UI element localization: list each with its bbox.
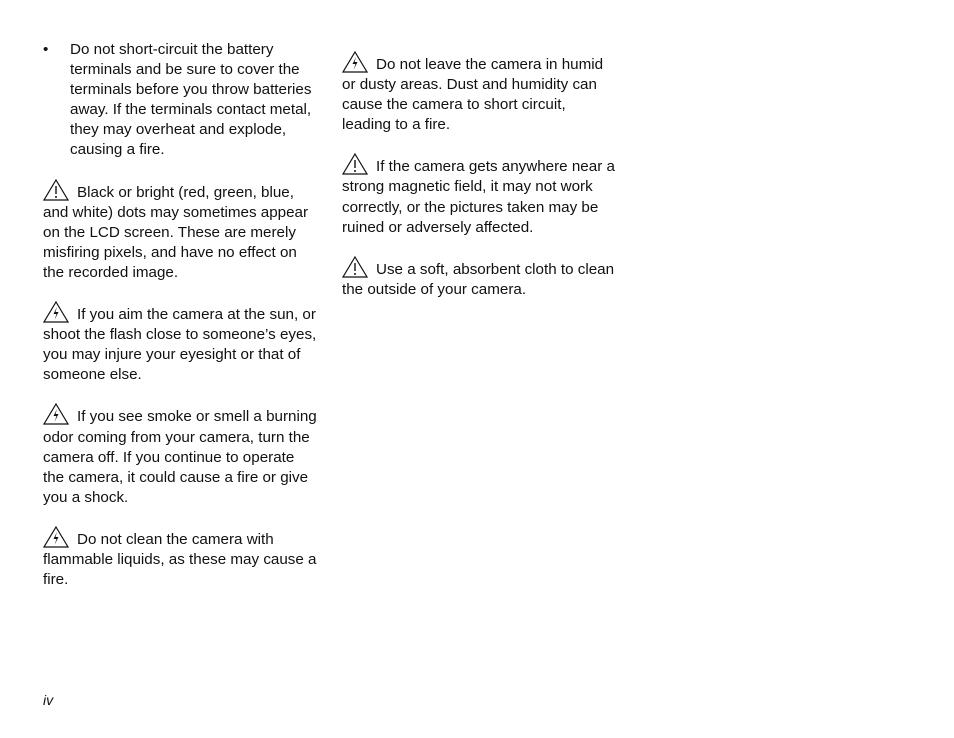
- warning-paragraph: [342, 153, 617, 237]
- page-number: iv: [43, 692, 54, 708]
- warning-paragraph: [342, 256, 617, 300]
- warning-paragraph: [43, 526, 318, 590]
- warning-text: Do not leave the camera in humid or dusty areas. Dust and humidity can cause the camera to short circuit, leading to a fire.: [342, 56, 604, 134]
- warning-paragraph: [43, 179, 318, 283]
- bullet-text: Do not short-circuit the battery terminals and be sure to cover the terminals before you throw batteries away. If the terminals contact metal, they may overheat and explode, causing a fire.: [70, 41, 312, 159]
- caution-icon: [43, 179, 69, 201]
- warning-text: Use a soft, absorbent cloth to clean the outside of your camera.: [342, 260, 615, 298]
- electrical-hazard-icon: [43, 301, 69, 323]
- warning-paragraph: [43, 301, 318, 385]
- warning-text: If you aim the camera at the sun, or shoot the flash close to someone’s eyes, you may injure your eyesight or that of someone else.: [43, 306, 317, 384]
- caution-icon: [342, 153, 368, 175]
- warning-text: Do not clean the camera with flammable liquids, as these may cause a fire.: [43, 530, 317, 589]
- warning-text: If the camera gets anywhere near a strong magnetic field, it may not work correctly, or the pictures taken may be ruined or adversely affected.: [342, 158, 615, 236]
- electrical-hazard-icon: [342, 51, 368, 73]
- bullet-item: [43, 40, 318, 161]
- warning-paragraph: [342, 51, 617, 135]
- electrical-hazard-icon: [43, 526, 69, 548]
- warning-text: Black or bright (red, green, blue, and white) dots may sometimes appear on the LCD screen. These are merely misfiring pixels, and have no effect on the recorded image.: [43, 183, 309, 281]
- caution-icon: [342, 256, 368, 278]
- left-column: [43, 40, 318, 608]
- electrical-hazard-icon: [43, 403, 69, 425]
- right-column: [342, 40, 617, 318]
- warning-paragraph: [43, 403, 318, 507]
- bullet-marker: •: [43, 41, 49, 58]
- warning-text: If you see smoke or smell a burning odor coming from your camera, turn the camera off. If you continue to operate the camera, it could cause a fire or give you a shock.: [43, 408, 317, 506]
